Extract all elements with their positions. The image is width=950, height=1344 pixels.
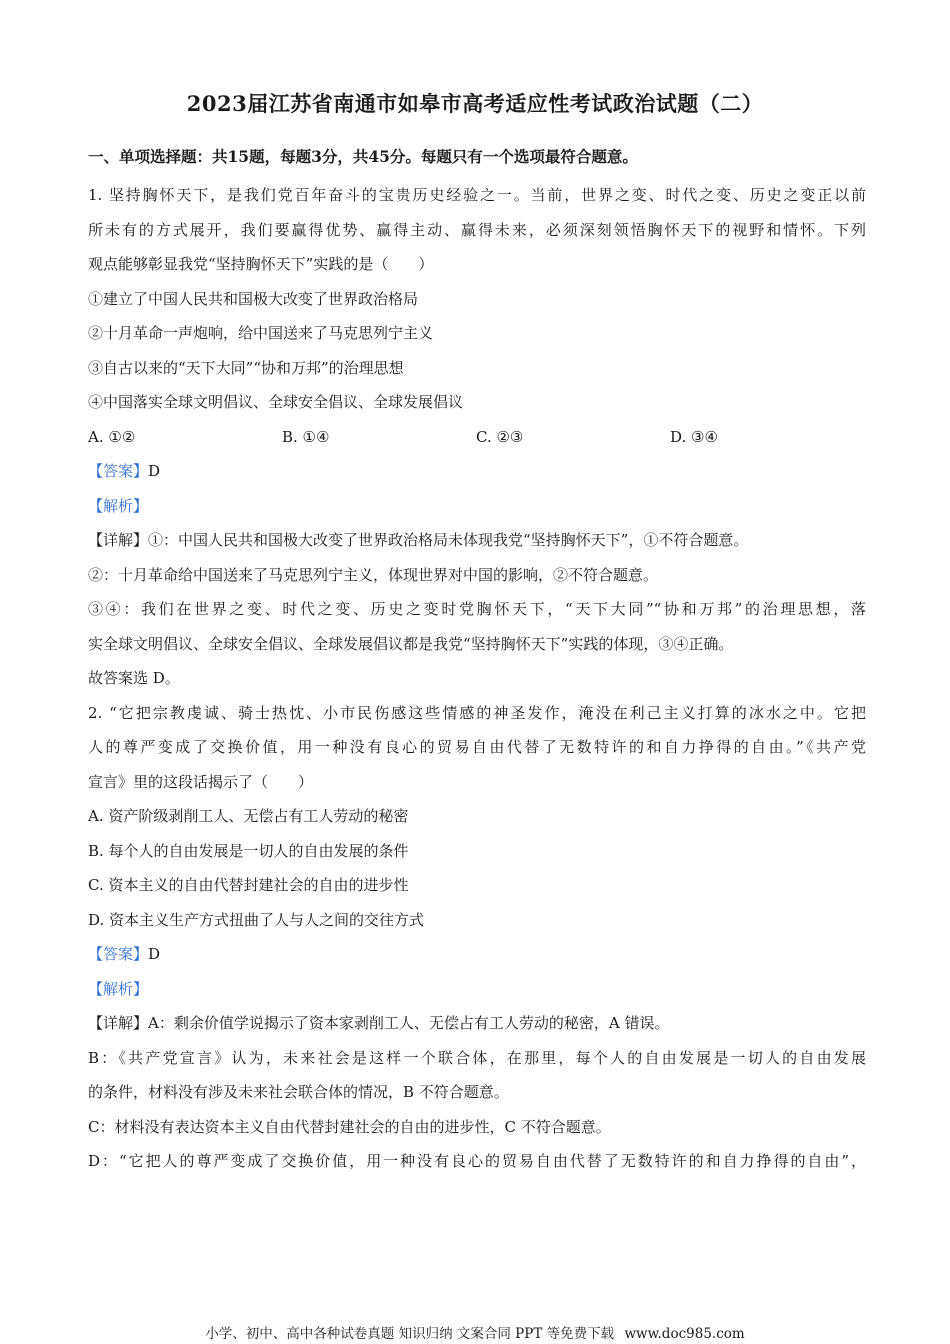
question-stem-line: 2. “它把宗教虔诚、骑士热忱、小市民伤感这些情感的神圣发作，淹没在利己主义打算的冰水之中。它把 [88, 703, 866, 722]
detail-line: ③④：我们在世界之变、时代之变、历史之变时党胸怀天下，“天下大同”“协和万邦”的治理思想，落 [88, 600, 866, 618]
question-1 [88, 178, 866, 696]
statement-item: ②十月革命一声炮响，给中国送来了马克思列宁主义 [88, 324, 434, 342]
question-2 [88, 696, 866, 1179]
footer-link[interactable]: www.doc985.com [624, 1326, 745, 1342]
detail-line: D：“它把人的尊严变成了交换价值，用一种没有良心的贸易自由代替了无数特许的和自力挣得的自由”， [88, 1152, 866, 1170]
option-c: C. ②③ [476, 427, 524, 446]
option-a: A. ①② [88, 427, 136, 446]
question-stem-line: 人的尊严变成了交换价值，用一种没有良心的贸易自由代替了无数特许的和自力挣得的自由。”《共产党 [88, 738, 866, 756]
option-c: C. 资本主义的自由代替封建社会的自由的进步性 [88, 876, 409, 894]
option-d: D. ③④ [670, 427, 718, 446]
page-footer [0, 1322, 950, 1342]
question-stem-line: 宣言》里的这段话揭示了（ ） [88, 772, 314, 791]
option-b: B. ①④ [282, 427, 330, 446]
section-heading: 一、单项选择题：共15题，每题3分，共45分。每题只有一个选项最符合题意。 [88, 147, 638, 166]
answer-line [88, 937, 866, 972]
detail-line: B：《共产党宣言》认为，未来社会是这样一个联合体，在那里，每个人的自由发展是一切人的自由发展 [88, 1048, 866, 1067]
option-d: D. 资本主义生产方式扭曲了人与人之间的交往方式 [88, 910, 425, 929]
detail-line [88, 523, 866, 558]
detail-text: ①：中国人民共和国极大改变了世界政治格局未体现我党“坚持胸怀天下”，①不符合题意。 [148, 531, 749, 549]
detail-label: 【详解】 [88, 1014, 149, 1032]
detail-line: 故答案选 D。 [88, 669, 180, 687]
detail-line: 实全球文明倡议、全球安全倡议、全球发展倡议都是我党“坚持胸怀天下”实践的体现，③④正确。 [88, 634, 734, 653]
answer-line [88, 454, 866, 489]
option-b: B. 每个人的自由发展是一切人的自由发展的条件 [88, 841, 409, 860]
option-a: A. 资产阶级剥削工人、无偿占有工人劳动的秘密 [88, 807, 409, 825]
analysis-label: 【解析】 [88, 496, 149, 515]
content-body [88, 178, 866, 1179]
answer-value: D [148, 945, 161, 963]
detail-line: C：材料没有表达资本主义自由代替封建社会的自由的进步性，C 不符合题意。 [88, 1117, 611, 1136]
question-stem-line: 观点能够彰显我党“坚持胸怀天下”实践的是（ ） [88, 255, 434, 273]
detail-line [88, 1006, 866, 1041]
analysis-label: 【解析】 [88, 979, 149, 998]
answer-value: D [148, 462, 161, 480]
page-title: 2023届江苏省南通市如皋市高考适应性考试政治试题（二） [186, 91, 764, 116]
question-stem-line: 所未有的方式展开，我们要赢得优势、赢得主动、赢得未来，必须深刻领悟胸怀天下的视野和情怀。下列 [88, 220, 866, 239]
footer-text: 小学、初中、高中各种试卷真题 知识归纳 文案合同 PPT 等免费下载 [205, 1326, 615, 1342]
statement-item: ④中国落实全球文明倡议、全球安全倡议、全球发展倡议 [88, 393, 464, 411]
statement-item: ①建立了中国人民共和国极大改变了世界政治格局 [88, 289, 419, 308]
statement-item: ③自古以来的“天下大同”“协和万邦”的治理思想 [88, 358, 404, 377]
detail-text: A：剩余价值学说揭示了资本家剥削工人、无偿占有工人劳动的秘密，A 错误。 [148, 1014, 670, 1032]
answer-label: 【答案】 [88, 462, 149, 480]
question-stem-line: 1. 坚持胸怀天下，是我们党百年奋斗的宝贵历史经验之一。当前，世界之变、时代之变、历史之变正以前 [88, 186, 866, 204]
answer-label: 【答案】 [88, 945, 149, 963]
detail-line: 的条件，材料没有涉及未来社会联合体的情况，B 不符合题意。 [88, 1083, 509, 1101]
detail-label: 【详解】 [88, 531, 149, 549]
answer-options [88, 420, 866, 455]
detail-line: ②：十月革命给中国送来了马克思列宁主义，体现世界对中国的影响，②不符合题意。 [88, 565, 659, 584]
